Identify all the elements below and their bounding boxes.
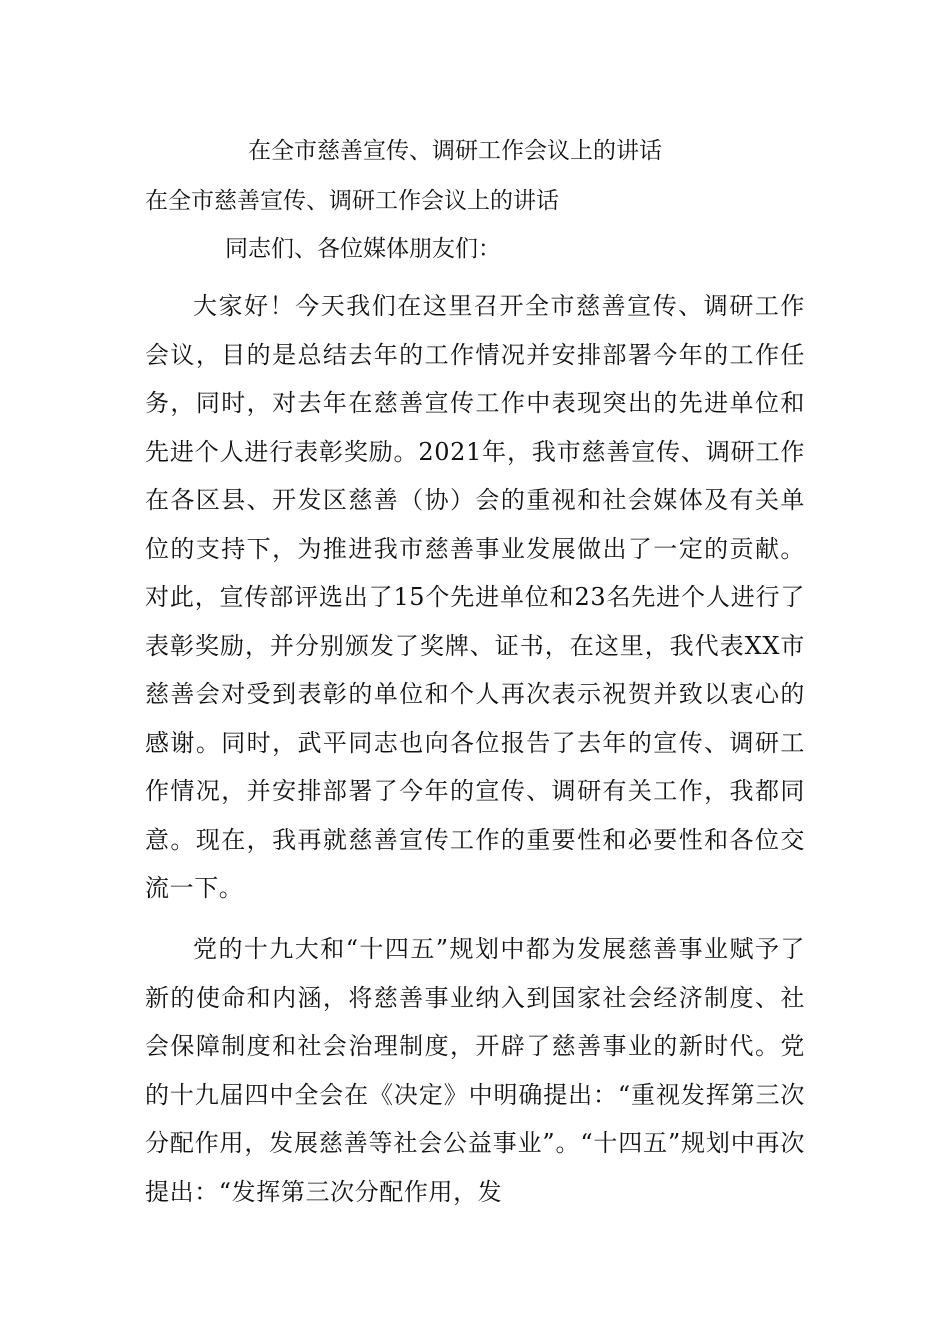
paragraph: 大家好！今天我们在这里召开全市慈善宣传、调研工作会议，目的是总结去年的工作情况并安排部署今年的工作任务，同时，对去年在慈善宣传工作中表现突出的先进单位和先进个人进行表彰奖励。2021年，我市慈善宣传、调研工作在各区县、开发区慈善（协）会的重视和社会媒体及有关单位的支持下，为推进我市慈善事业发展做出了一定的贡献。对此，宣传部评选出了15个先进单位和23名先进个人进行了表彰奖励，并分别颁发了奖牌、证书，在这里，我代表XX市慈善会对受到表彰的单位和个人再次表示祝贺并致以衷心的感谢。同时，武平同志也向各位报告了去年的宣传、调研工作情况，并安排部署了今年的宣传、调研有关工作，我都同意。现在，我再就慈善宣传工作的重要性和必要性和各位交流一下。 <box>145 292 805 902</box>
document-title: 在全市慈善宣传、调研工作会议上的讲话 <box>248 138 662 164</box>
salutation: 同志们、各位媒体朋友们： <box>225 236 501 262</box>
document-subtitle: 在全市慈善宣传、调研工作会议上的讲话 <box>145 188 559 214</box>
paragraph: 党的十九大和“十四五”规划中都为发展慈善事业赋予了新的使命和内涵，将慈善事业纳入到国家社会经济制度、社会保障制度和社会治理制度，开辟了慈善事业的新时代。党的十九届四中全会在《决定》中明确提出：“重视发挥第三次分配作用，发展慈善等社会公益事业”。“十四五”规划中再次提出：“发挥第三次分配作用，发 <box>145 935 805 1206</box>
